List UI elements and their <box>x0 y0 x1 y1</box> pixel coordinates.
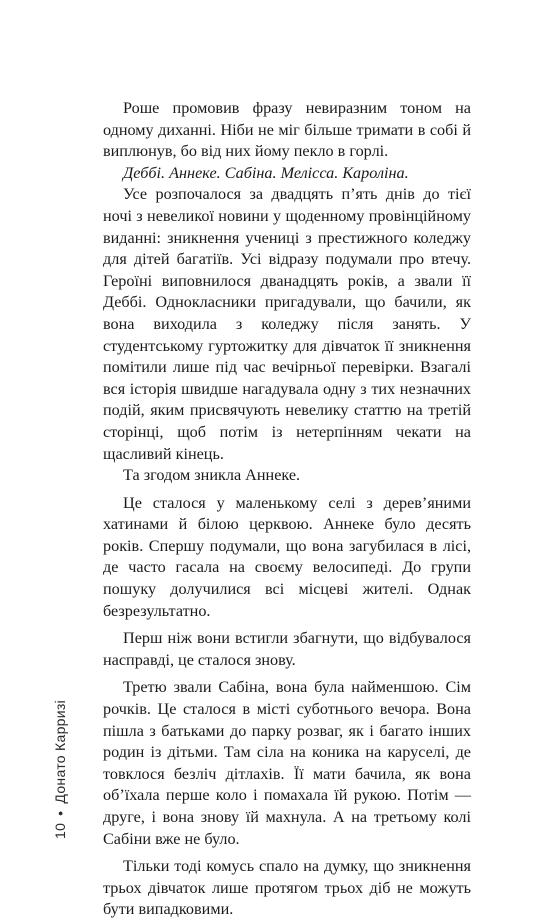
paragraph-7: Третю звали Сабіна, вона була найменшою. Сім рочків. Це сталося в місті суботнього вечора. Вона пішла з батьками до парку розваг, як і багато інших родин із дітьми. Там сіла на коника на каруселі, де товклося безліч дітлахів. Її мати бачила, як вона об’їхала перше коло і помахала їй рукою. Потім — друге, і вона знову їй махнула. А на третьому колі Сабіни вже не було. <box>103 678 471 848</box>
paragraph-5: Це сталося у маленькому селі з дерев’яними хатинами й білою церквою. Аннеке було десять років. Спершу подумали, що вона загубилася в лісі, де часто гасала на своєму велосипеді. До групи пошуку долучилися всі місцеві жителі. Однак безрезультатно. <box>103 493 471 620</box>
page-number: 10 <box>52 822 68 839</box>
paragraph-2-names: Деббі. Аннеке. Сабіна. Мелісса. Кароліна. <box>123 163 409 182</box>
folio-separator: • <box>52 810 68 816</box>
paragraph-8: Тільки тоді комусь спало на думку, що зникнення трьох дівчаток лише протягом трьох діб не можуть бути випадковими. <box>103 857 471 919</box>
paragraph-1: Роше промовив фразу невиразним тоном на одному диханні. Ніби не міг більше тримати в собі й виплюнув, бо від них йому пекло в горлі. <box>103 99 471 161</box>
running-head: Донато Карризі <box>52 699 68 804</box>
paragraph-3: Усе розпочалося за двадцять п’ять днів до тієї ночі з невеликої новини у щоденному провінційному виданні: зникнення учениці з престижного коледжу для дітей багатіїв. Усі відразу подумали про втечу. Героїні виповнилося дванадцять років, а звали її Деббі. Однокласники пригадували, що бачили, як вона виходила з коледжу після занять. У студентському гуртожитку для дівчаток її зникнення помітили лише під час вечірньої перевірки. Взагалі вся історія швидше нагадувала одну з тих незначних подій, яким присвячують невелику статтю на третій сторінці, щоб потім із нетерпінням чекати на щасливий кінець. <box>103 185 471 463</box>
folio <box>52 700 68 839</box>
page-body <box>103 98 471 921</box>
paragraph-4: Та згодом зникла Аннеке. <box>123 466 301 485</box>
paragraph-6: Перш ніж вони встигли збагнути, що відбувалося насправді, це сталося знову. <box>103 629 471 669</box>
